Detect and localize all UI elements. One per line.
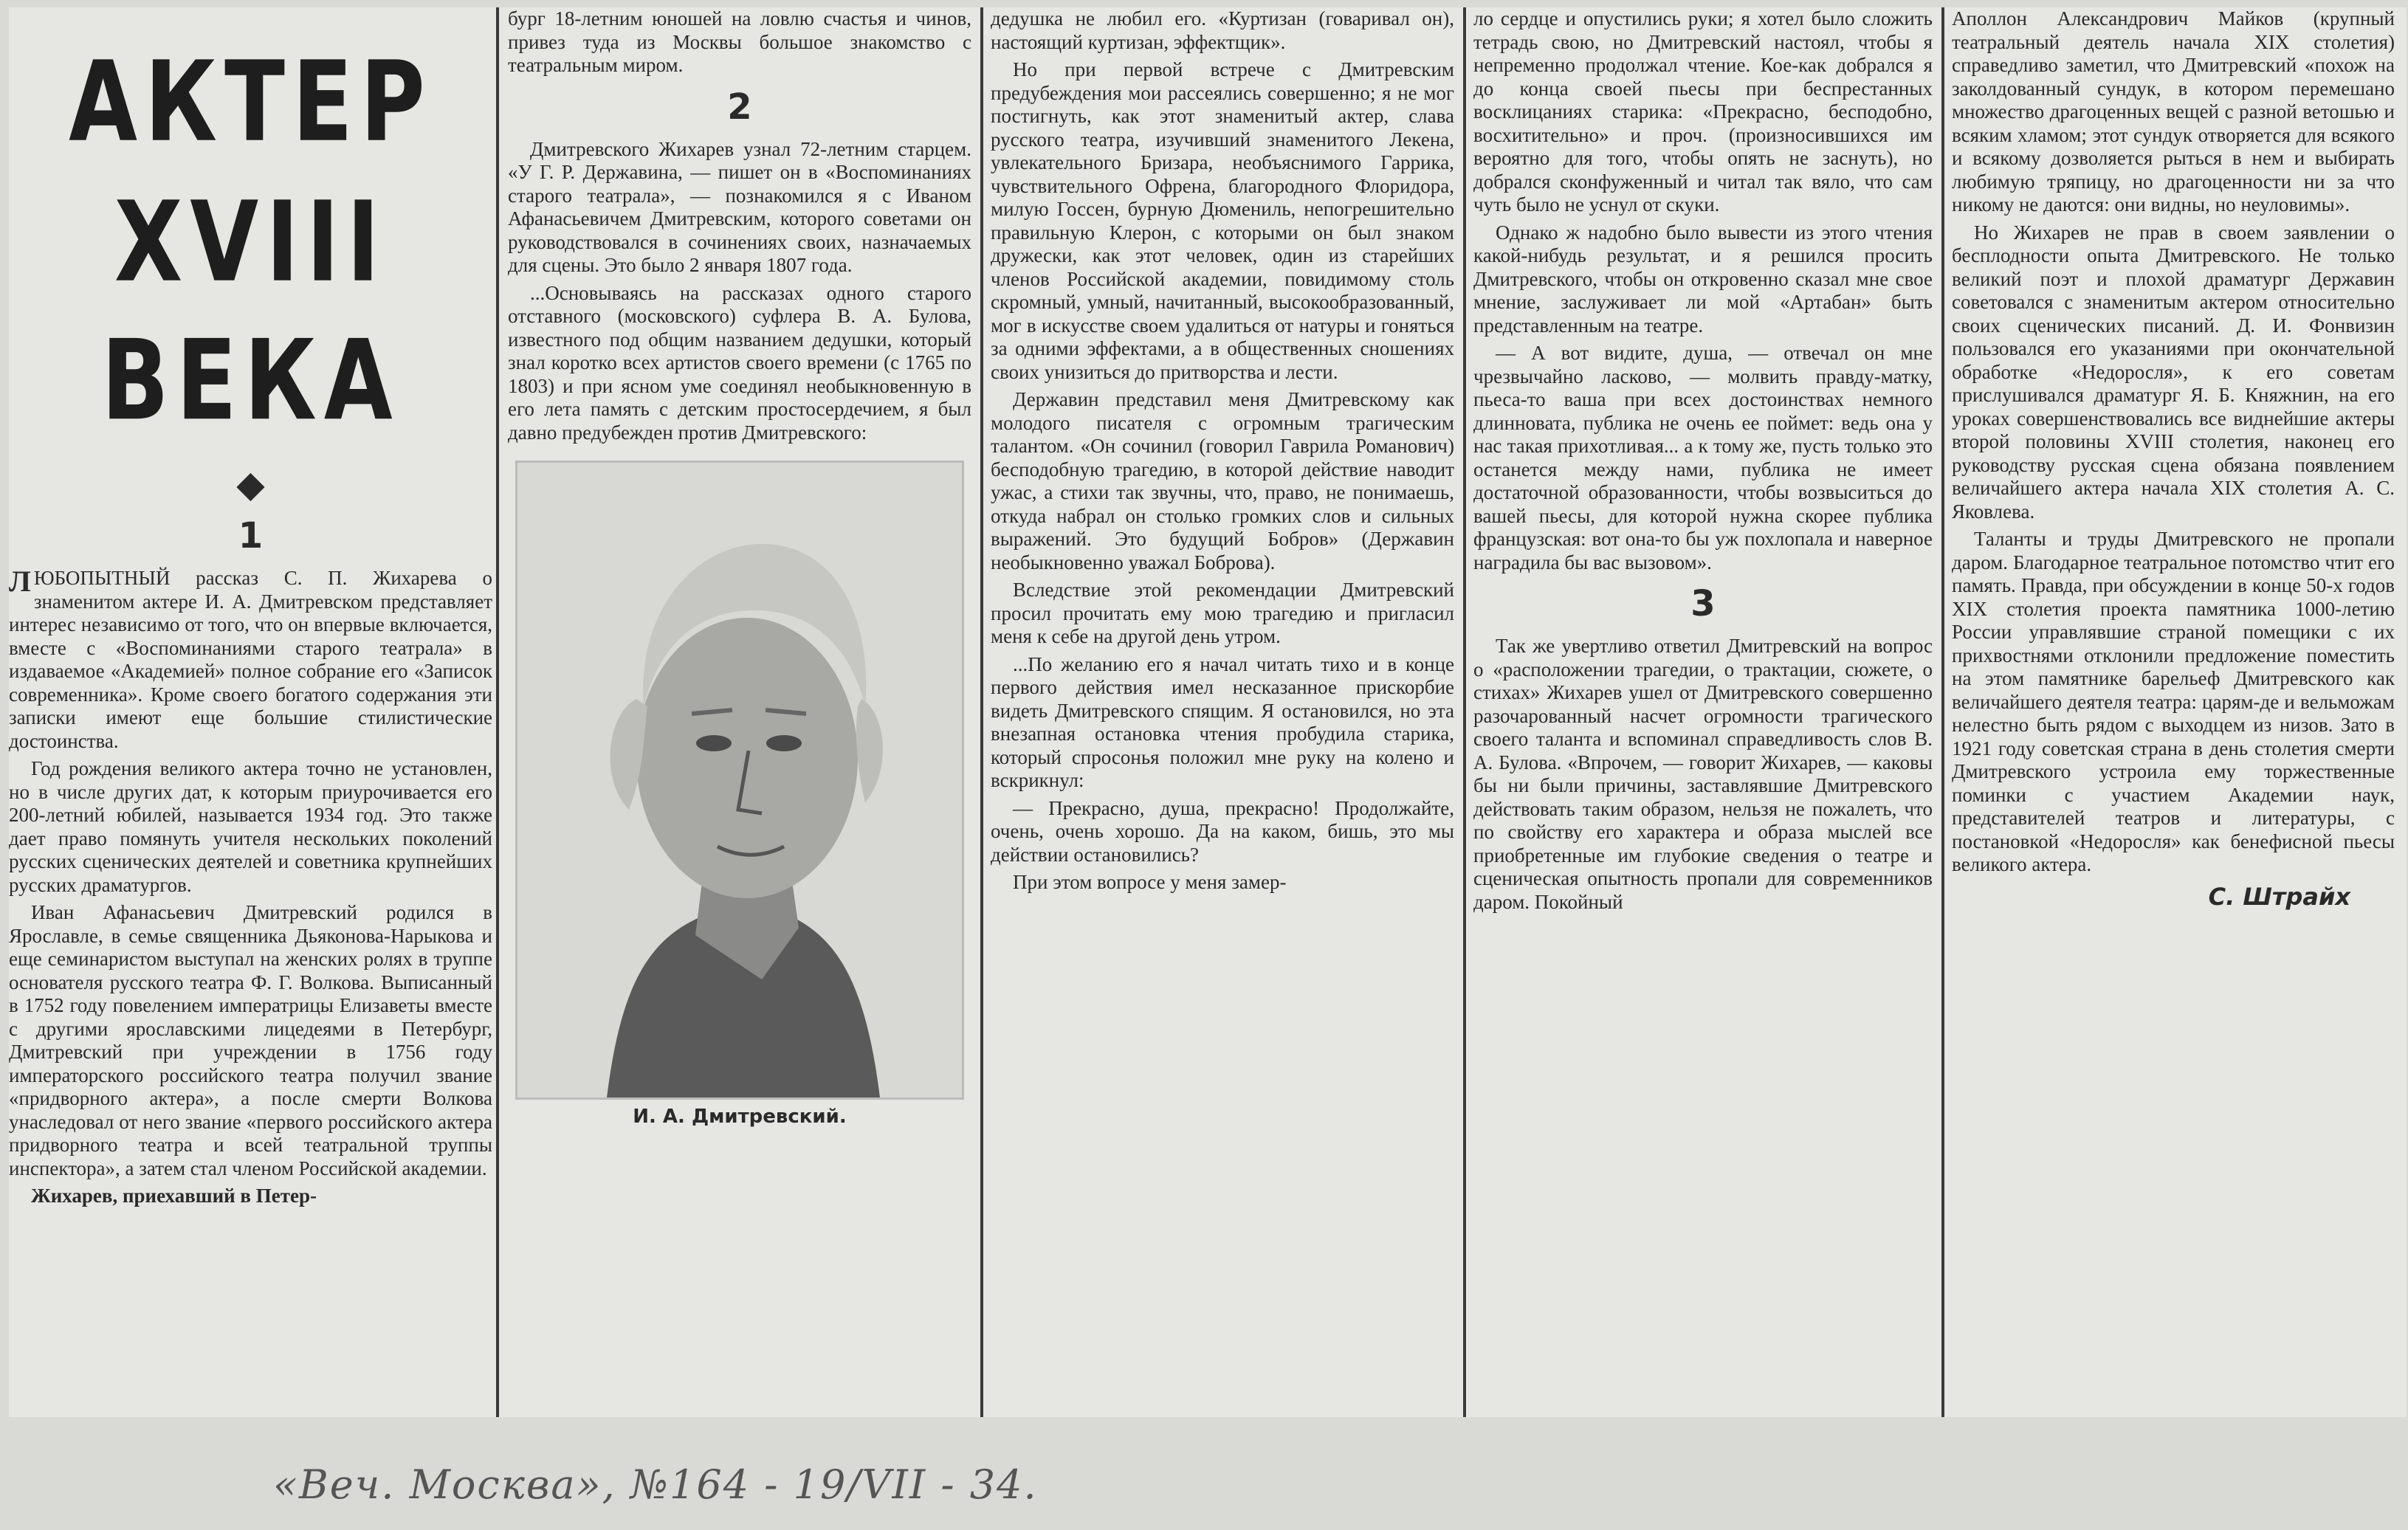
- portrait-caption: И. А. Дмитревский.: [633, 1106, 847, 1128]
- paragraph: Аполлон Александрович Майков (крупный театральный деятель начала XIX столетия) справедливо заметил, что Дмитревский «похож на заколдованный сундук, в котором перемешано множество драгоценных вещей с разной ветошью и всяким хламом; этот сундук отворяется для всякого и всякому дозволяется рыться в нем и выбирать любимую тряпицу, но драгоценности ни за что никому не даются: они видны, но неуловимы».: [1952, 7, 2395, 216]
- paragraph: бург 18-летним юношей на ловлю счастья и чинов, привез туда из Москвы большое знакомство с театральным миром.: [508, 7, 971, 76]
- column-rule: [496, 7, 499, 1417]
- paragraph: Но Жихарев не прав в своем заявлении о бесплодности опыта Дмитревского. Не только великий поэт и плохой драматург Державин советовался с знаменитым актером относительно своих сценических писаний. Д. И. Фонвизин пользовался его указаниями при окончательной обработке «Недоросля», к его советам прислушивался драматург Я. Б. Княжнин, на его уроках совершенствовались все виднейшие актеры второй половины XVIII столетия, наконец его руководству русская сцена обязана появлением величайшего актера начала XIX столетия А. С. Яковлева.: [1952, 221, 2395, 523]
- column-5: [1952, 7, 2395, 1417]
- paragraph: Но при первой встрече с Дмитревским предубеждения мои рассеялись совершенно; я не мог постигнуть, как этот знаменитый актер, слава русского театра, изучивший знаменитого Лекена, увлекательного Бризара, необъяснимого Гаррика, чувствительного Офрена, благородного Флоридора, милую Госсен, бурную Дюмениль, непогрешительно правильную Клерон, с которыми он был знаком дружески, как этот человек, один из старейших членов Российской академии, повидимому столь скромный, умный, начитанный, высокообразованный, мог в искусстве своем удалиться от натуры и гоняться за одними эффектами, а в общественных сношениях своих унизиться до притворства и лести.: [991, 58, 1454, 383]
- column-rule: [980, 7, 983, 1417]
- newspaper-clipping: [9, 7, 2407, 1417]
- section-number-2: 2: [727, 86, 752, 128]
- paragraph: Однако ж надобно было вывести из этого чтения какой-нибудь результат, и я решился просить Дмитревского, чтобы он откровенно сказал мне свое мнение, заслуживает ли мой «Артабан» быть представленным на театре.: [1473, 221, 1933, 337]
- paragraph: Жихарев, приехавший в Петер-: [31, 1185, 317, 1207]
- paragraph: ло сердце и опустились руки; я хотел было сложить тетрадь свою, но Дмитревский настоял, чтобы я непременно продолжал чтение. Кое-как добрался я до конца своей пьесы при беспрестанных восклицаниях старика: «Прекрасно, бесподобно, восхитительно» и проч. (произносившихся им вероятно для того, чтобы опять не заснуть), но добрался сконфуженный и читал так вяло, что сам чуть было не уснул от скуки.: [1473, 7, 1933, 216]
- column-3: [991, 7, 1454, 1417]
- column-1: [9, 7, 492, 1417]
- paragraph: Л ЮБОПЫТНЫЙ рассказ С. П. Жихарева о знаменитом актере И. А. Дмитревском представляет интерес независимо от того, что он впервые включается, вместе с «Воспоминаниями старого театрала» в издаваемое «Академией» полное собрание его «Записок современника». Кроме своего богатого содержания эти записки имеют еще большие стилистические достоинства.: [9, 565, 492, 752]
- author-signature: С. Штрайх: [2208, 882, 2350, 911]
- paragraph: Таланты и труды Дмитревского не пропали даром. Благодарное театральное потомство чтит его память. Правда, при обсуждении в конце 50-х годов XIX столетия проекта памятника 1000-летию России управлявшие страной помещики с их прихвостнями отклонили предложение поместить на этом памятнике барельеф Дмитревского как величайшего деятеля театра: царям-де и вельможам нелестно быть рядом с выходцем из низов. Зато в 1921 году советская страна в день столетия смерти Дмитревского устроила ему торжественные поминки с участием Академии наук, представителей театров и литературы, с постановкой «Недоросля» как бенефисной пьесы великого актера.: [1952, 528, 2395, 875]
- paragraph: — Прекрасно, душа, прекрасно! Продолжайте, очень, очень хорошо. Да на каком, бишь, это мы действии остановились?: [991, 796, 1454, 866]
- column-2: [508, 7, 971, 1417]
- section-number-1: 1: [238, 515, 264, 556]
- column-rule: [1463, 7, 1466, 1417]
- paragraph: — А вот видите, душа, — отвечал он мне чрезвычайно ласково, — молвить правду-матку, пьеса-то ваша при всех достоинствах немного длинновата, публика не очень ее поймет: ведь она у нас такая прихотливая... а к тому же, пусть только это останется между нами, публика не имеет достаточной образованности, чтобы возвыситься до вашей пьесы, для которой нужна скорее публика французская: вот она-то бы уж похлопала и наверное наградила бы вас вызовом».: [1473, 342, 1933, 573]
- paragraph: Так же увертливо ответил Дмитревский на вопрос о «расположении трагедии, о трактации, сюжете, о стихах» Жихарев ушел от Дмитревского совершенно разочарованный насчет огромности трагического своего таланта и вспоминал справедливость слов В. А. Булова. «Впрочем, — говорит Жихарев, — каковы бы ни были причины, заставлявшие Дмитревского действовать таким образом, нельзя не пожалеть, что по свойству его характера и образа мыслей все приобретенные им глубокие сведения о театре и сценическая опытность пропали для современников даром. Покойный: [1473, 635, 1933, 913]
- paragraph: При этом вопросе у меня замер-: [1013, 871, 1287, 893]
- paragraph: Иван Афанасьевич Дмитревский родился в Ярославле, в семье священника Дьяконова-Нарыкова и еще семинаристом выступал на женских ролях в труппе основателя русского театра Ф. Г. Волкова. Выписанный в 1752 году повелением императрицы Елизаветы вместе с другими ярославскими лицедеями в Петербург, Дмитревский при учреждении в 1756 году императорского российского театра получил звание «придворного актера», а после смерти Волкова унаследовал от него звание «первого российского актера придворного театра и всей театральной труппы инспектора», а затем стал членом Российской академии.: [9, 901, 492, 1179]
- portrait-image: [515, 461, 964, 1100]
- paragraph: Дмитревского Жихарев узнал 72-летним старцем. «У Г. Р. Державина, — пишет он в «Воспоминаниях старого театрала», — познакомился я с Иваном Афанасьевичем Дмитревским, которого советами он руководствовался в сочинениях своих, назначаемых для сцены. Это было 2 января 1807 года.: [508, 137, 971, 276]
- ornament-icon: ◆: [236, 464, 265, 505]
- column-rule: [1941, 7, 1944, 1417]
- paragraph: дедушка не любил его. «Куртизан (говаривал он), настоящий куртизан, эффектщик».: [991, 7, 1454, 53]
- paragraph: ...По желанию его я начал читать тихо и в конце первого действия имел несказанное прискорбие видеть Дмитревского спящим. Я остановился, но эта внезапная остановка чтения пробудила старика, который спросонья положил мне руку на колено и вскрикнул:: [991, 652, 1454, 791]
- drop-cap: Л: [9, 565, 31, 598]
- paragraph: Державин представил меня Дмитревскому как молодого писателя с огромным трагическим талантом. «Он сочинил (говорил Гаврила Романович) бесподобную трагедию, в которой действие наводит ужас, а стихи так звучны, что, право, не понимаешь, откуда набрал он столько громких слов и сильных выражений. Это будущий Бобров» (Державин необыкновенно уважал Боброва).: [991, 388, 1454, 573]
- portrait-drawing: [517, 463, 962, 1097]
- headline-line-2: XVIII ВЕКА: [101, 179, 400, 446]
- paragraph: Вследствие этой рекомендации Дмитревский просил прочитать ему мою трагедию и пригласил меня к себе на другой день утром.: [991, 579, 1454, 647]
- headline-line-1: АКТЕР: [69, 38, 433, 167]
- column-4: [1473, 7, 1933, 1417]
- handwritten-note: «Веч. Москва», №164 - 19/VII - 34.: [273, 1461, 1038, 1508]
- section-number-3: 3: [1690, 583, 1716, 624]
- paragraph: Год рождения великого актера точно не установлен, но в числе других дат, к которым приурочивается его 200-летний юбилей, называется 1934 год. Это также дает право помянуть учителя нескольких поколений русских сценических деятелей и советника крупнейших русских драматургов.: [9, 757, 492, 896]
- paragraph: ...Основываясь на рассказах одного старого отставного (московского) суфлера В. А. Булова, известного под общим названием дедушки, который знал коротко всех артистов своего времени (с 1765 по 1803) и при ясном уме соединял необыкновенную в его лета память с детским простосердечием, я был давно предубежден против Дмитревского:: [508, 281, 971, 444]
- headline: [9, 34, 492, 446]
